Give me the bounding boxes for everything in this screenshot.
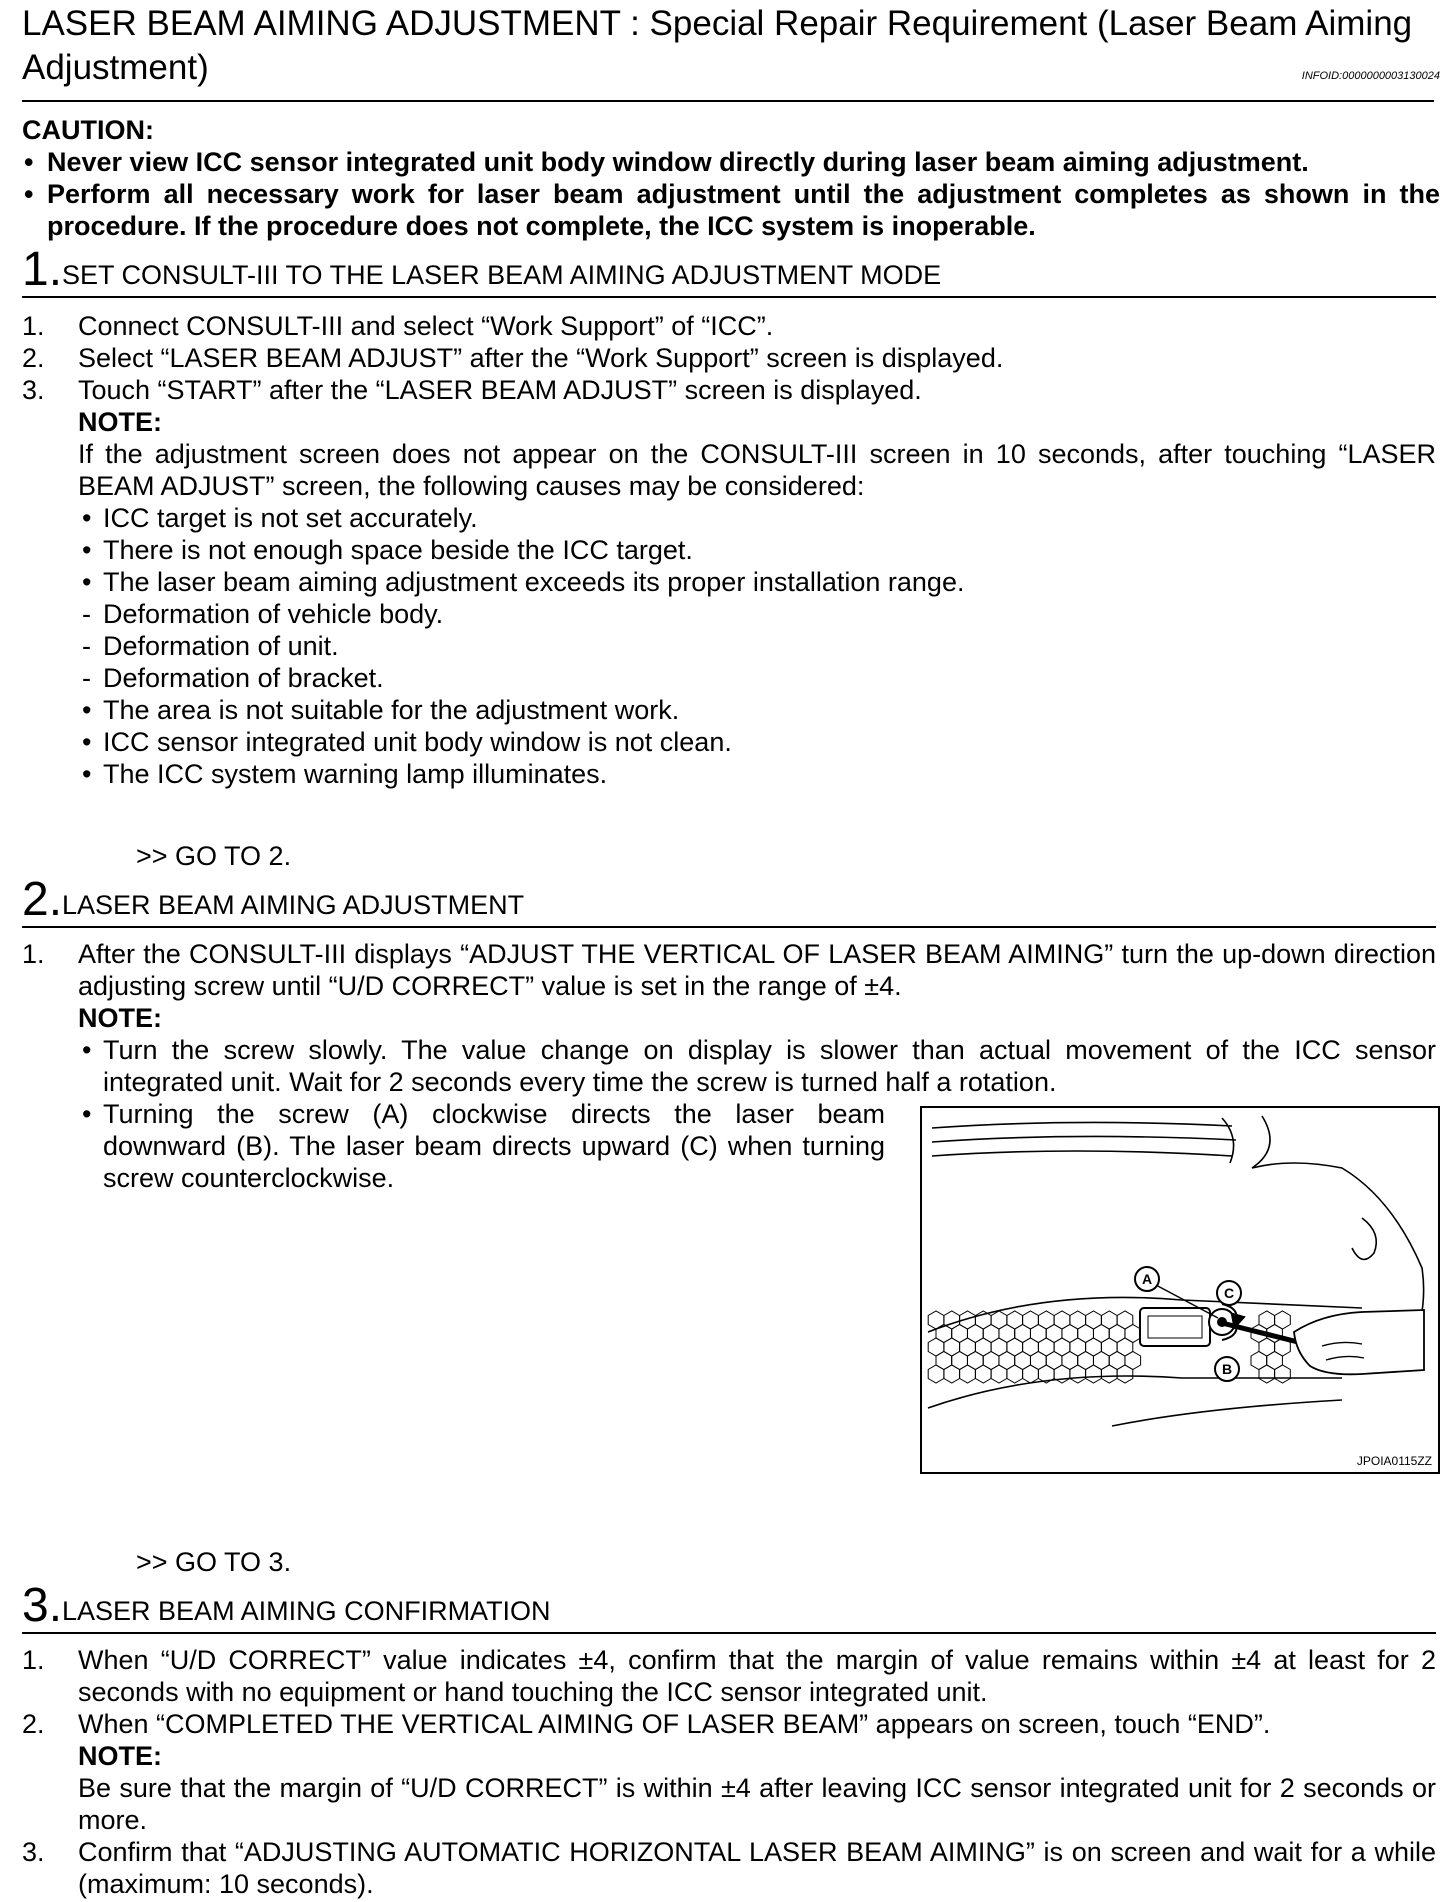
grille-hex — [1275, 1365, 1291, 1383]
grille-hex — [1007, 1365, 1023, 1383]
cause-item: • ICC target is not set accurately. — [82, 503, 478, 533]
list-item-text: When “U/D CORRECT” value indicates ±4, confirm that the margin of value remains within ±4 at least for 2 seconds with no equipment or hand touching the ICC sensor integrated unit. — [78, 1645, 1436, 1707]
list-item-text: Touch “START” after the “LASER BEAM ADJUST” screen is displayed. — [78, 375, 922, 405]
list-item-text: Connect CONSULT-III and select “Work Support” of “ICC”. — [78, 311, 774, 341]
note-text: Be sure that the margin of “U/D CORRECT” is within ±4 after leaving ICC sensor integrated unit for 2 seconds or more. — [78, 1773, 1436, 1835]
note-label: NOTE: — [78, 1003, 162, 1033]
title-divider — [22, 100, 1434, 102]
grille-hex — [1102, 1365, 1118, 1383]
cause-item: - Deformation of bracket. — [82, 663, 384, 693]
caution-block — [22, 114, 1440, 242]
step-1-title: SET CONSULT-III TO THE LASER BEAM AIMING ADJUSTMENT MODE — [62, 260, 942, 290]
grille-hex — [960, 1365, 976, 1383]
list-item: 1. Connect CONSULT-III and select “Work Support” of “ICC”. — [22, 311, 774, 341]
page-title: LASER BEAM AIMING ADJUSTMENT : Special Repair Requirement (Laser Beam Aiming Adjustment) — [22, 4, 1413, 87]
list-item-text: Confirm that “ADJUSTING AUTOMATIC HORIZONTAL LASER BEAM AIMING” is on screen and wait for a while (maximum: 10 seconds). — [78, 1837, 1436, 1899]
figure-caption: JPOIA0115ZZ — [1356, 1454, 1432, 1468]
grille-hex — [944, 1365, 960, 1383]
cause-item: - Deformation of vehicle body. — [82, 599, 444, 629]
label-b: B — [1214, 1356, 1240, 1382]
step-3-number: 3. — [22, 1579, 63, 1632]
note-text: If the adjustment screen does not appear on the CONSULT-III screen in 10 seconds, after touching “LASER BEAM ADJUST” screen, the following causes may be considered: — [78, 439, 1436, 501]
grille-hex — [1054, 1365, 1070, 1383]
cause-item: • The laser beam aiming adjustment exceeds its proper installation range. — [82, 567, 965, 597]
list-item-text: Select “LASER BEAM ADJUST” after the “Work Support” screen is displayed. — [78, 343, 1004, 373]
grille-hex — [1070, 1365, 1086, 1383]
step-2-title: LASER BEAM AIMING ADJUSTMENT — [62, 890, 525, 920]
cause-item: • There is not enough space beside the ICC target. — [82, 535, 693, 565]
step-1-header — [22, 244, 1436, 298]
list-item: 1. When “U/D CORRECT” value indicates ±4, confirm that the margin of value remains within ±4 at least for 2 seconds with no equipment or hand touching the ICC sensor integrated unit. — [22, 1645, 1436, 1707]
info-id: INFOID:0000000003130024 — [1301, 70, 1440, 82]
causes-list — [78, 502, 1436, 790]
step-3-header — [22, 1580, 1436, 1634]
goto-step-3[interactable]: >> GO TO 3. — [136, 1547, 292, 1577]
caution-item: • Never view ICC sensor integrated unit body window directly during laser beam aiming adjustment. — [22, 146, 1440, 178]
step-2-number: 2. — [22, 873, 63, 926]
caution-item: • Perform all necessary work for laser beam adjustment until the adjustment completes as shown in the procedure. If the procedure does not complete, the ICC system is inoperable. — [22, 178, 1440, 242]
screw-adjustment-figure — [920, 1106, 1440, 1474]
grille-hex — [1117, 1365, 1133, 1383]
list-item: 3. Confirm that “ADJUSTING AUTOMATIC HORIZONTAL LASER BEAM AIMING” is on screen and wait for a while (maximum: 10 seconds). — [22, 1837, 1436, 1899]
note-label: NOTE: — [78, 1741, 162, 1771]
cause-item: • The ICC system warning lamp illuminates. — [82, 759, 608, 789]
bumper-illustration — [922, 1108, 1438, 1472]
cause-item: - Deformation of unit. — [82, 631, 339, 661]
caution-label: CAUTION: — [22, 115, 154, 145]
grille-hex — [976, 1365, 992, 1383]
list-item: 2. Select “LASER BEAM ADJUST” after the “Work Support” screen is displayed. — [22, 343, 1004, 373]
cause-item: • The area is not suitable for the adjustment work. — [82, 695, 680, 725]
list-item: 1. After the CONSULT-III displays “ADJUST THE VERTICAL OF LASER BEAM AIMING” turn the up-down direction adjusting screw until “U/D CORRECT” value is set in the range of ±4. NOTE: • Turn the screw slowly. The value change on display is slower than actual movement of the ICC sensor integrated unit. Wait for 2 seconds every time the screw is turned half a rotation. • Turning the screw (A) clockwise directs the laser beam downward (B). The laser beam directs upward (C) when turning screw counterclockwise. — [22, 939, 1436, 1193]
cause-item: • ICC sensor integrated unit body window is not clean. — [82, 727, 732, 757]
grille-hex — [1086, 1365, 1102, 1383]
step-3-title: LASER BEAM AIMING CONFIRMATION — [62, 1596, 551, 1626]
list-item: 2. When “COMPLETED THE VERTICAL AIMING OF LASER BEAM” appears on screen, touch “END”. NOTE: Be sure that the margin of “U/D CORRECT” is within ±4 after leaving ICC sensor integrated unit for 2 seconds or more. — [22, 1709, 1436, 1835]
step-1-number: 1. — [22, 243, 63, 296]
goto-step-2[interactable]: >> GO TO 2. — [136, 841, 292, 871]
list-item: 3. Touch “START” after the “LASER BEAM ADJUST” screen is displayed. NOTE: If the adjustment screen does not appear on the CONSULT-III screen in 10 seconds, after touching “LASER BEAM ADJUST” screen, the following causes may be considered: • ICC target is not set accurately. • There is not enough space beside the ICC target. • The laser beam aiming adjustment exceeds its proper installation range. - Deformation of vehicle body. - Deformation of unit. - Deformation of bracket. • The area is not suitable for the adjustment work. • ICC sensor integrated unit body window is not clean. • The ICC system warning lamp illuminates. — [22, 375, 1436, 789]
grille-hex — [1023, 1365, 1039, 1383]
grille-hex — [1259, 1365, 1275, 1383]
grille-hex — [991, 1365, 1007, 1383]
label-c: C — [1216, 1280, 1242, 1306]
note-bullet: • Turning the screw (A) clockwise directs the laser beam downward (B). The laser beam directs upward (C) when turning screw counterclockwise. — [82, 1099, 885, 1193]
label-a: A — [1134, 1266, 1160, 1292]
grille-hex — [928, 1365, 944, 1383]
note-label: NOTE: — [78, 407, 162, 437]
list-item-text: After the CONSULT-III displays “ADJUST THE VERTICAL OF LASER BEAM AIMING” turn the up-down direction adjusting screw until “U/D CORRECT” value is set in the range of ±4. — [78, 939, 1436, 1001]
note-bullet: • Turn the screw slowly. The value change on display is slower than actual movement of the ICC sensor integrated unit. Wait for 2 seconds every time the screw is turned half a rotation. — [82, 1035, 1436, 1097]
step-2-header — [22, 874, 1436, 928]
step-3-body — [22, 1644, 1436, 1900]
list-item-text: When “COMPLETED THE VERTICAL AIMING OF LASER BEAM” appears on screen, touch “END”. — [78, 1709, 1271, 1739]
step-1-body — [22, 310, 1436, 790]
